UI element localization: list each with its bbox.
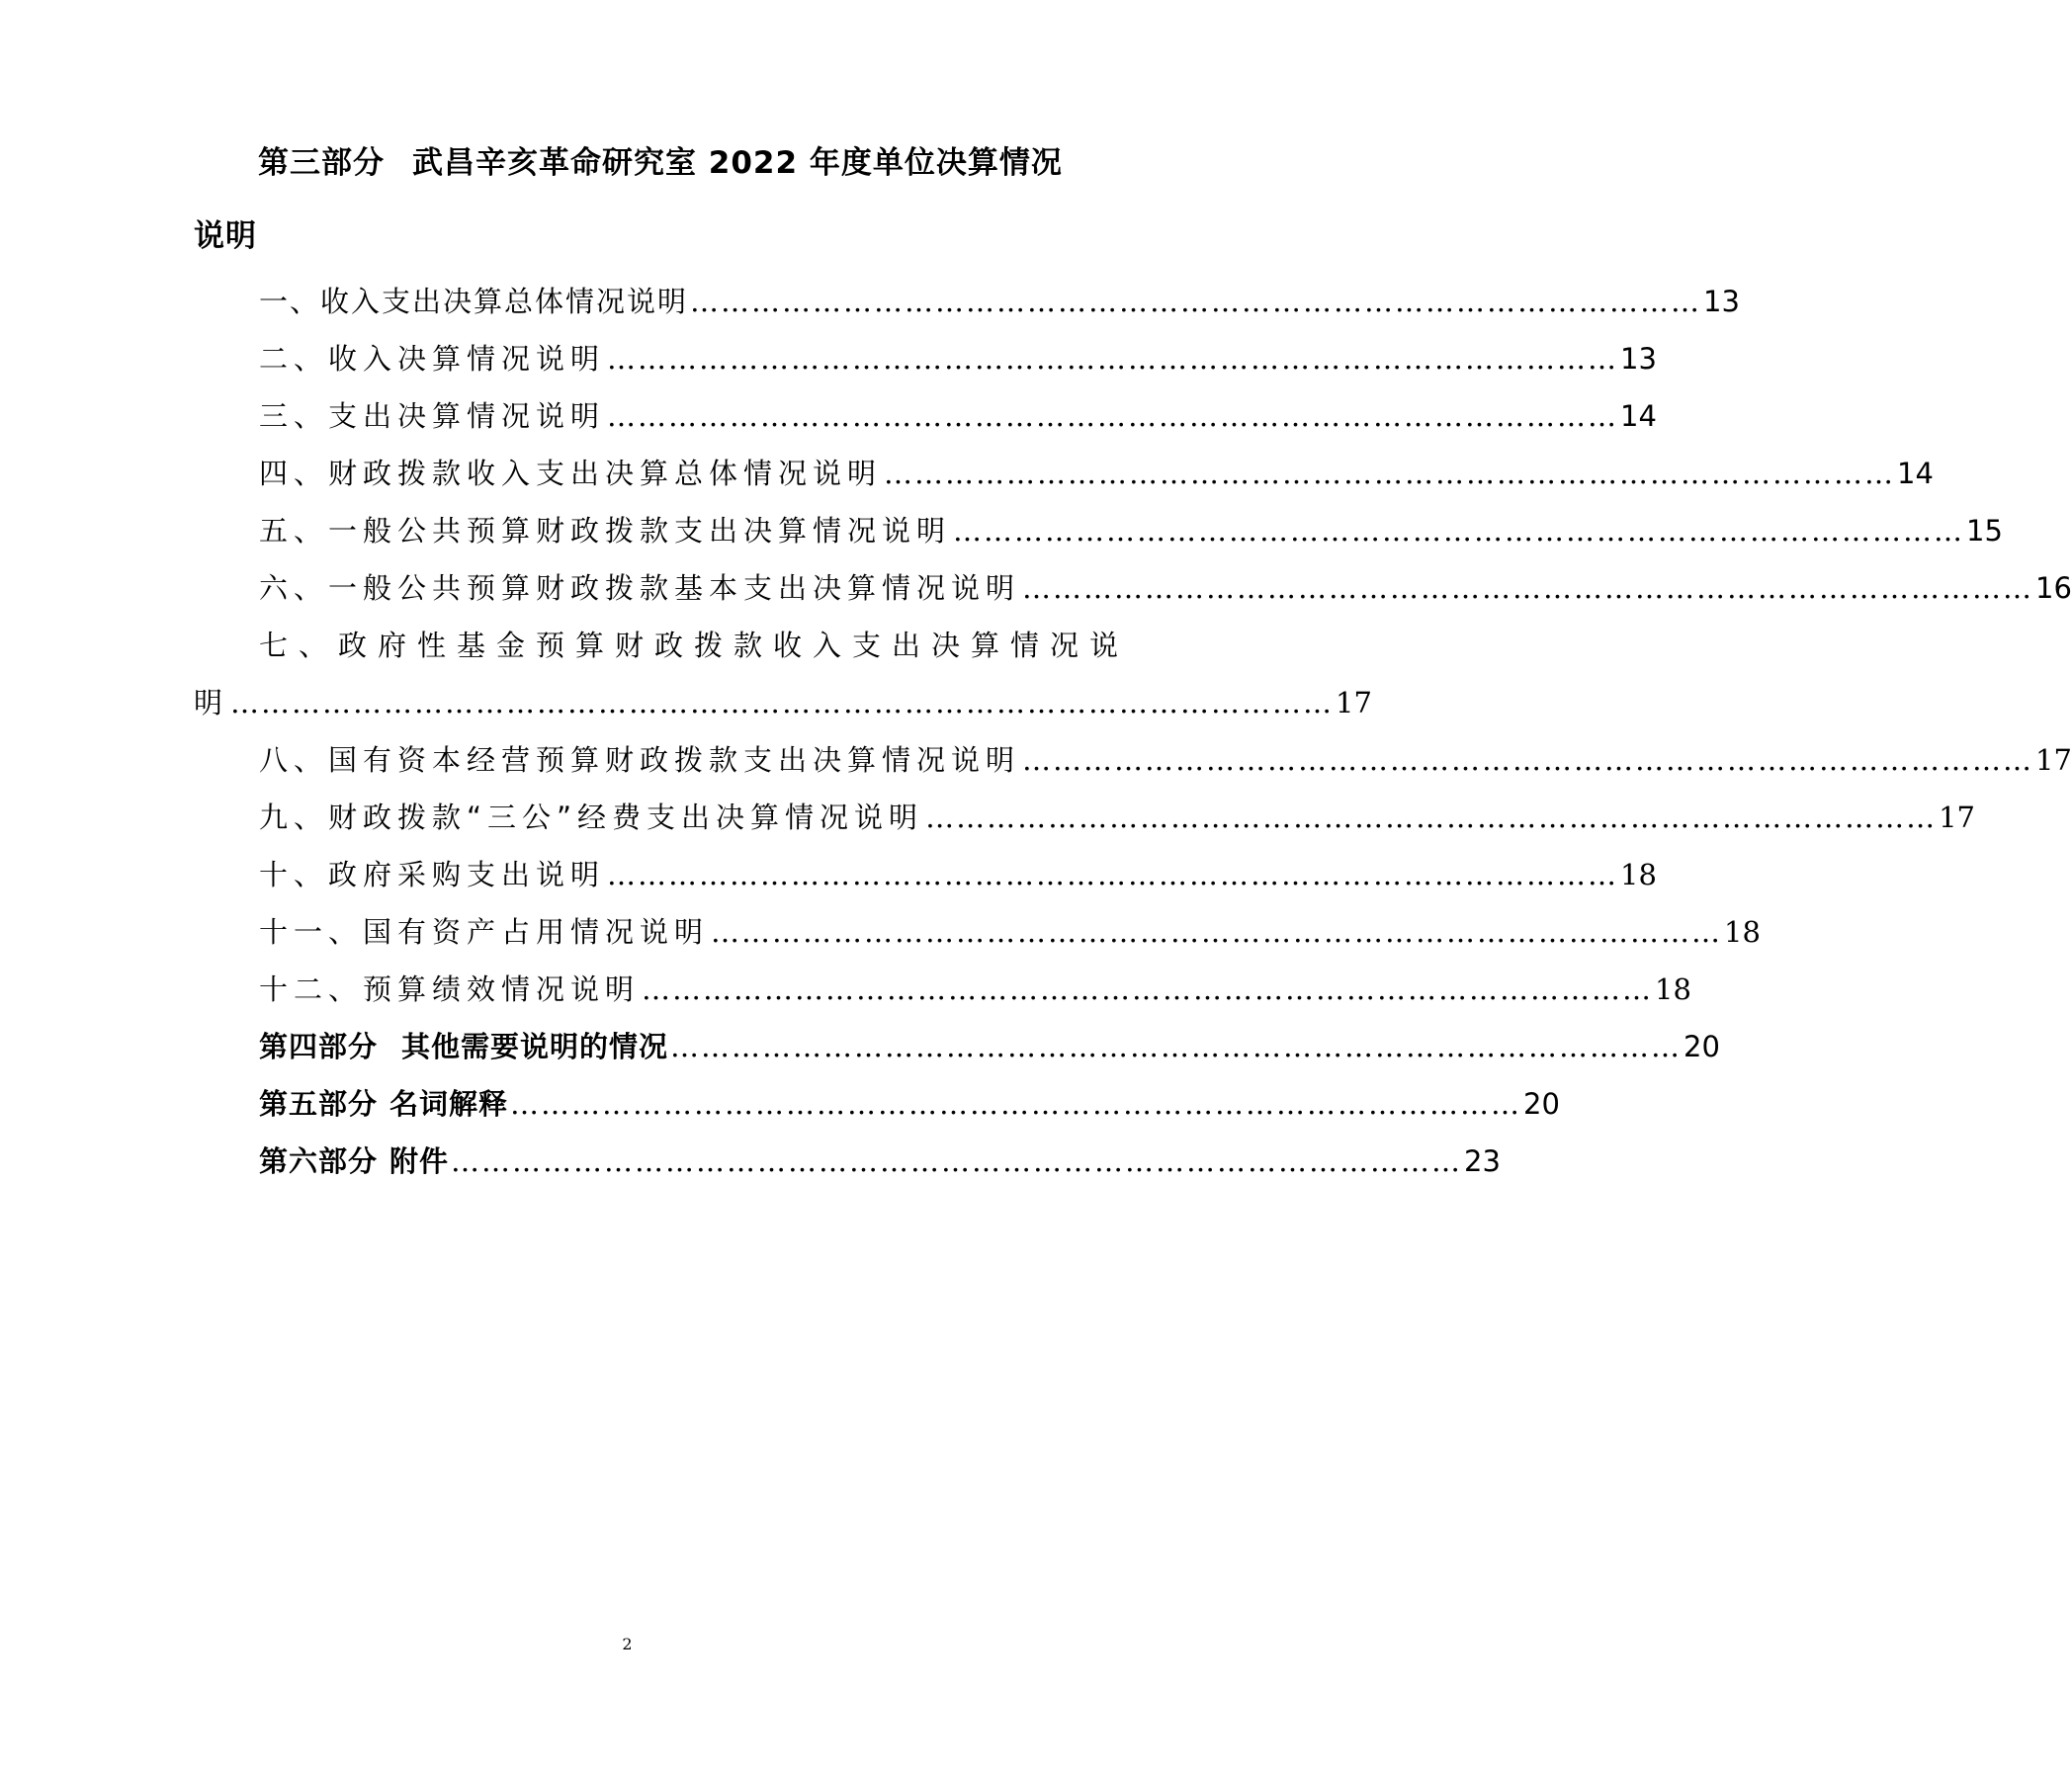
toc-part[interactable] <box>259 1082 1560 1126</box>
toc-item-label-cont: 明 <box>194 686 229 719</box>
section-heading <box>194 127 1083 273</box>
toc-item[interactable] <box>259 738 2072 782</box>
page-number: 2 <box>622 1635 633 1653</box>
toc-item[interactable] <box>259 337 1657 380</box>
toc-item-page: 18 <box>1724 915 1761 949</box>
toc-part[interactable] <box>259 1025 1720 1068</box>
toc-leader: ……………………………………………………………………………………… <box>607 858 1619 891</box>
toc-part-title: 附件 <box>389 1144 450 1178</box>
toc-item[interactable] <box>259 509 2003 552</box>
toc-part-page: 20 <box>1523 1087 1560 1121</box>
toc-item[interactable] <box>259 910 1761 954</box>
toc-part-page: 23 <box>1464 1144 1501 1178</box>
toc-item-page: 15 <box>1966 514 2003 548</box>
heading-part: 第三部分 <box>258 145 385 181</box>
toc-leader: ……………………………………………………………………………………… <box>607 399 1619 433</box>
toc-item-label: 六、一般公共预算财政拨款基本支出决算情况说明 <box>259 571 1021 605</box>
toc-item-page: 18 <box>1655 972 1691 1006</box>
toc-item[interactable] <box>259 796 1975 839</box>
toc-item[interactable] <box>259 452 1934 495</box>
toc-item[interactable] <box>259 968 1691 1011</box>
toc-item-wrap-second[interactable] <box>194 681 1372 724</box>
toc-item-label: 十二、预算绩效情况说明 <box>259 972 641 1006</box>
toc-leader: ……………………………………………………………………………………… <box>607 342 1619 376</box>
toc-item-page: 17 <box>1939 801 1975 834</box>
toc-leader: ……………………………………………………………………………………… <box>451 1144 1463 1178</box>
heading-title: 武昌辛亥革命研究室 2022 年度单位决算情况说明 <box>194 145 1063 254</box>
toc-item-label: 七、政府性基金预算财政拨款收入支出决算情况说 <box>259 629 1130 662</box>
toc-item-label: 一、收入支出决算总体情况说明 <box>259 285 689 318</box>
toc-leader: ……………………………………………………………………………………… <box>953 514 1965 548</box>
toc-item-page: 18 <box>1620 858 1657 891</box>
toc-part-number: 第四部分 <box>259 1030 379 1063</box>
toc-leader: ……………………………………………………………………………………… <box>510 1087 1522 1121</box>
toc-item-label: 十、政府采购支出说明 <box>259 858 606 891</box>
toc-item-label: 九、财政拨款“三公”经费支出决算情况说明 <box>259 801 924 834</box>
toc-leader: ……………………………………………………………………………………… <box>884 457 1896 490</box>
toc-item-label: 八、国有资本经营预算财政拨款支出决算情况说明 <box>259 743 1021 777</box>
toc-part-title: 其他需要说明的情况 <box>401 1030 669 1063</box>
toc-item-label: 五、一般公共预算财政拨款支出决算情况说明 <box>259 514 952 548</box>
toc-item-wrap-first[interactable] <box>259 624 1130 667</box>
toc-item[interactable] <box>259 566 2072 610</box>
toc-item-label: 三、支出决算情况说明 <box>259 399 606 433</box>
toc-item-page: 16 <box>2035 571 2072 605</box>
toc-item[interactable] <box>259 394 1657 438</box>
toc-item-page: 13 <box>1703 285 1740 318</box>
toc-item-page: 17 <box>2035 743 2072 777</box>
toc-leader: ……………………………………………………………………………………… <box>670 1030 1683 1063</box>
toc-item-page: 14 <box>1897 457 1934 490</box>
toc-item-label: 二、收入决算情况说明 <box>259 342 606 376</box>
toc-part-number: 第六部分 <box>259 1144 379 1178</box>
toc-leader: ……………………………………………………………………………………… <box>690 285 1702 318</box>
toc-leader: ……………………………………………………………………………………… <box>1022 571 2034 605</box>
toc-item[interactable] <box>259 280 1740 323</box>
toc-leader: ……………………………………………………………………………………… <box>642 972 1654 1006</box>
toc-part-label <box>259 1140 449 1183</box>
toc-item-label: 十一、国有资产占用情况说明 <box>259 915 710 949</box>
toc-part-label <box>259 1025 668 1068</box>
toc-part[interactable] <box>259 1140 1501 1183</box>
toc-leader: ……………………………………………………………………………………… <box>711 915 1723 949</box>
toc-part-number: 第五部分 <box>259 1087 379 1121</box>
toc-part-label <box>259 1082 508 1126</box>
toc-item[interactable] <box>259 853 1657 896</box>
toc-leader: ……………………………………………………………………………………………… <box>230 686 1335 719</box>
toc-item-page: 17 <box>1336 686 1372 719</box>
toc-part-title: 名词解释 <box>389 1087 509 1121</box>
toc-item-label: 四、财政拨款收入支出决算总体情况说明 <box>259 457 883 490</box>
toc-item-page: 14 <box>1620 399 1657 433</box>
toc-leader: ……………………………………………………………………………………… <box>1022 743 2034 777</box>
toc-item-page: 13 <box>1620 342 1657 376</box>
toc-part-page: 20 <box>1684 1030 1720 1063</box>
toc-leader: ……………………………………………………………………………………… <box>925 801 1938 834</box>
